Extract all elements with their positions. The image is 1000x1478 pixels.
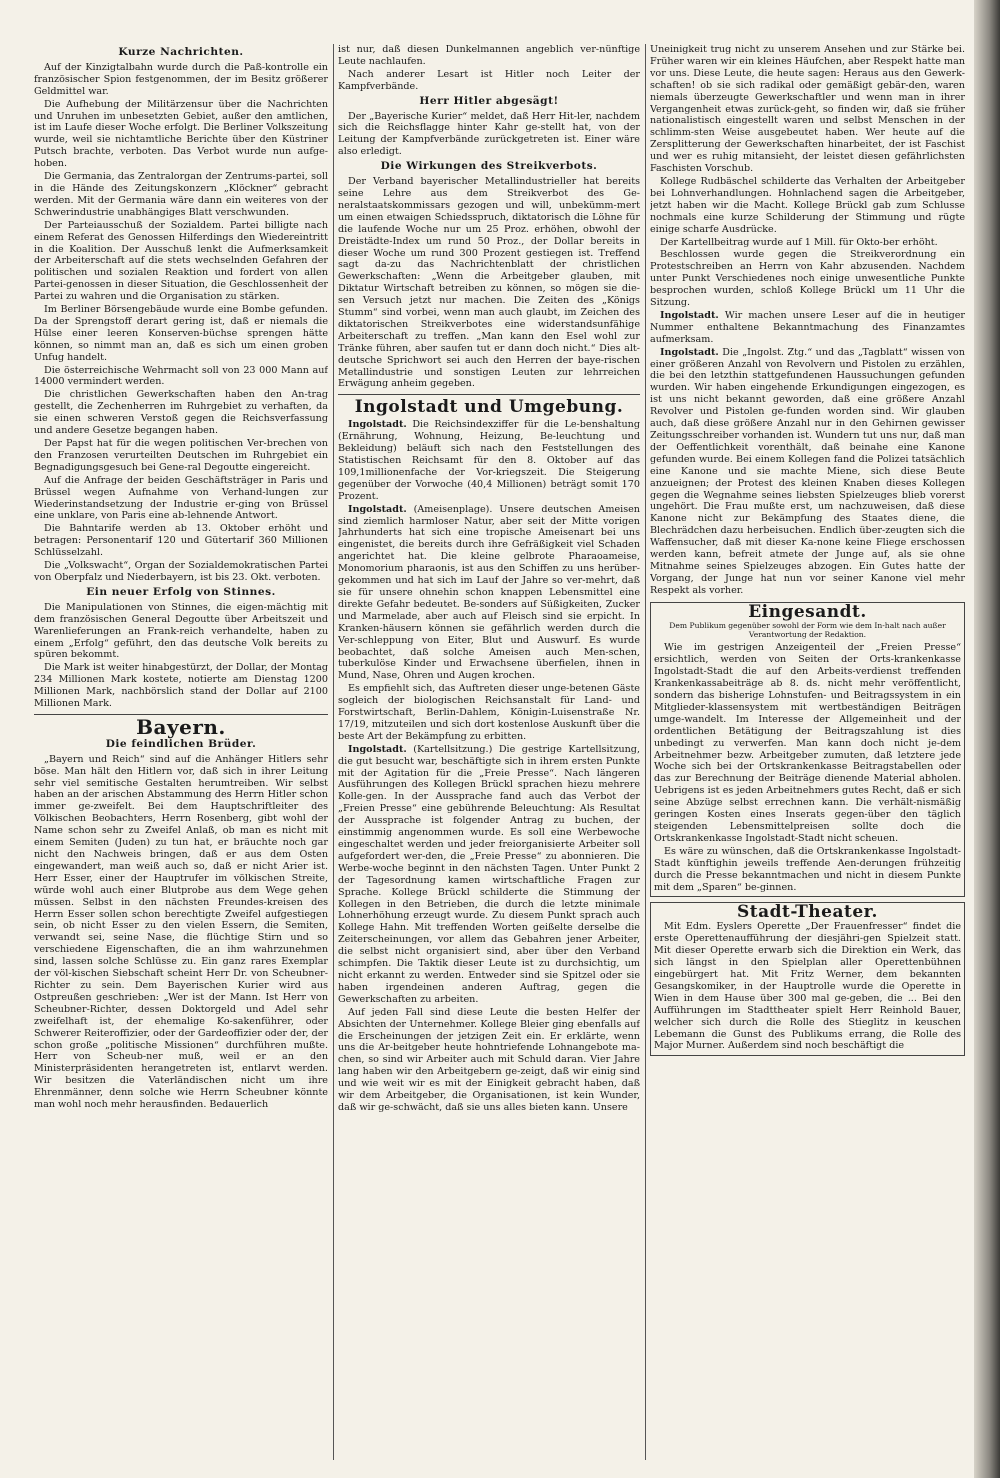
article-paragraph: Auf jeden Fall sind diese Leute die besten Helfer der Absichten der Unternehmer. Kollege Bleier ging ebenfalls auf die Erscheinungen der jetzigen Zeit ein. Er erklärte, wenn uns die Ar-beitgeber heute hohntriefende Lohnangebote ma-chen, so sind wir Arbeiter auch mit Schuld daran. Vier Jahre lang haben wir den Arbeitgebern ge-zeigt, daß wir einig sind und wie weit wir es mit der Einigkeit gebracht haben, daß wir dem Arbeitgeber, die Organisationen, ist kein Wunder, daß wir ge-schwächt, daß sie uns alles bieten kann. Unsere xyxy=(338,1006,640,1113)
article-paragraph: Die christlichen Gewerkschaften haben den An-trag gestellt, die Zechenherren im Ruhrgebiet zu verhaften, da sie einen schweren Verstoß gegen die Reichsverfassung und andere Gesetze begangen haben. xyxy=(34,389,328,437)
article-paragraph: Die Manipulationen von Stinnes, die eigen-mächtig mit dem französischen General Degoutte über Arbeitszeit und Warenlieferungen an Frank-reich verhandelte, haben zu einem „Erfolg“ geführt, den das deutsche Volk bereits zu spüren bekommt. xyxy=(34,601,328,661)
page-fold-shadow xyxy=(974,0,1000,1478)
column-right xyxy=(650,44,965,1460)
dateline: Ingolstadt. xyxy=(348,503,407,515)
article-paragraph: Im Berliner Börsengebäude wurde eine Bombe gefunden. Da der Sprengstoff derart gering ist, daß er niemals die Hülse einer leeren Konserven-büchse sprengen hätte können, so nimmt man an, daß es sich um einen groben Unfug handelt. xyxy=(34,304,328,363)
dateline: Ingolstadt. xyxy=(660,346,719,358)
article-paragraph: Auf der Kinzigtalbahn wurde durch die Paß-kontrolle ein französischer Spion festgenommen, der im Besitz größerer Geldmittel war. xyxy=(34,61,328,97)
article-text: Die Reichsindexziffer für die Le-benshaltung (Ernährung, Wohnung, Heizung, Be-leuchtung und Bekleidung) beläuft sich nach den Feststellungen des Statistischen Reichsamt für den 8. Oktober auf das 109,1millionenfache der Vor-kriegszeit. Die Steigerung gegenüber der Vorwoche (40,4 Millionen) beträgt somit 170 Prozent. xyxy=(338,419,640,502)
headline-stinnes: Ein neuer Erfolg von Stinnes. xyxy=(86,585,276,598)
article-paragraph xyxy=(338,419,640,502)
section-divider xyxy=(338,394,640,395)
article-paragraph: Kollege Rudbäschel schilderte das Verhalten der Arbeitgeber bei Lohnverhandlungen. Hohnlachend sagen die Arbeitgeber, jetzt haben wir die Macht. Kollege Brückl gab zum Schlusse nochmals eine kurze Schilderung der Stimmung und rügte einige scharfe Ausdrücke. xyxy=(650,175,965,235)
dateline: Ingolstadt. xyxy=(348,419,407,431)
article-paragraph xyxy=(650,310,965,346)
article-paragraph: Die Germania, das Zentralorgan der Zentrums-partei, soll in die Hände des Zeitungskonzern „Klöckner“ gebracht werden. Mit der Germania wäre dann ein weiteres von der Schwerindustrie unabhängiges Blatt verschwunden. xyxy=(34,171,328,218)
headline-feindliche-brueder: Die feindlichen Brüder. xyxy=(105,737,257,750)
article-paragraph: Die Mark ist weiter hinabgestürzt, der Dollar, der Montag 234 Millionen Mark kostete, notierte am Dienstag 1200 Millionen Mark, nachbörslich stand der Dollar auf 2100 Millionen Mark. xyxy=(34,662,328,710)
section-title-bayern: Bayern. xyxy=(136,714,226,739)
column-left xyxy=(34,44,328,1460)
headline-hitler-abgesaegt: Herr Hitler abgesägt! xyxy=(419,94,559,107)
article-text: (Kartellsitzung.) Die gestrige Kartellsitzung, die gut besucht war, beschäftigte sich in ihrem ersten Punkte mit der Agitation für die „Freie Presse“. Nach längeren Ausführungen des Kollegen Brückl sprachen hiezu mehrere Kolle-gen. In der Aussprache fand auch das Verbot der „Freien Presse“ eine gebührende Beleuchtung: Als Resultat der Aussprache ist folgender Antrag zu buchen, der einstimmig angenommen wurde. Es soll eine Werbewoche eingeschaltet werden und jeder freiorganisierte Arbeiter soll aufgefordert wer-den, die „Freie Presse“ zu abonnieren. Die Werbe-woche beginnt in den nächsten Tagen. Unter Punkt 2 der Tagesordnung kamen wirtschaftliche Fragen zur Sprache. Kollege Brückl schilderte die Stimmung der Kollegen in den Betrieben, die durch die letzte minimale Lohnerhöhung erzeugt wurde. Zu diesem Punkt sprach auch Kollege Hahn. Mit treffenden Worten geißelte derselbe die Zeiterscheinungen, vor allem das Gebahren jener Arbeiter, die selbst nicht organisiert sind, aber über den Verband schimpfen. Die Taktik dieser Leute ist zu durchsichtig, um nicht erkannt zu werden. Entweder sind sie Spitzel oder sie haben irgendeinen anderen Auftrag, gegen die Gewerkschaften zu arbeiten. xyxy=(338,743,640,1005)
article-paragraph: Der Verband bayerischer Metallindustrieller hat bereits seine Lehre aus dem Streikverbot des Ge-neralstaatskommissars gezogen und will, unbekümm-mert um einen etwaigen Schiedsspruch, diktatorisch die Löhne für die laufende Woche nur um 25 Proz. erhöhen, obwohl der Dreistädte-Index um rund 50 Proz., der Dollar bereits in dieser Woche um rund 300 Prozent gestiegen ist. Treffend sagt da-zu das Nachrichtenblatt der christlichen Gewerkschaften: „Wenn die Arbeitgeber glauben, mit Diktatur Wirtschaft betreiben zu können, so mögen sie die-sen Versuch jetzt nur machen. Die Zeiten des „Königs Stumm“ sind vorbei, wenn man auch glaubt, im Zeichen des diktatorischen Streikverbotes eine widerstandsunfähige Arbeiterschaft zu treffen. „Man kann den Esel wohl zur Tränke führen, aber saufen tut er dann doch nicht.“ Dies alt-deutsche Sprichwort sei auch den Herren der baye-rischen Metallindustrie und sonstigen Leuten zur lehrreichen Erwägung anheim gegeben. xyxy=(338,176,640,390)
article-paragraph: Die österreichische Wehrmacht soll von 23 000 Mann auf 14000 vermindert werden. xyxy=(34,364,328,388)
section-title-eingesandt: Eingesandt. xyxy=(748,601,867,622)
section-title-ingolstadt: Ingolstadt und Umgebung. xyxy=(354,397,624,418)
headline-kurze-nachrichten: Kurze Nachrichten. xyxy=(118,46,244,58)
dateline: Ingolstadt. xyxy=(660,309,719,321)
article-paragraph: Die Aufhebung der Militärzensur über die Nachrichten und Unruhen im unbesetzten Gebiet, außer den amtlichen, ist im Laufe dieser Woche erfolgt. Die Berliner Volkszeitung wurde, weil sie nichtamtliche Berichte über den Küstriner Putsch brachte, verboten. Das Verbot wurde nun aufge-hoben. xyxy=(34,98,328,170)
column-middle xyxy=(338,44,640,1460)
article-paragraph xyxy=(338,744,640,1006)
article-paragraph: Der „Bayerische Kurier“ meldet, daß Herr Hit-ler, nachdem sich die Reichsflagge hinter Kahr ge-stellt hat, von der Leitung der Kampfverbände zurückgetreten ist. Einer wäre also erledigt. xyxy=(338,110,640,158)
article-paragraph: ist nur, daß diesen Dunkelmannen angeblich ver-nünftige Leute nachlaufen. xyxy=(338,44,640,67)
eingesandt-box xyxy=(650,602,965,898)
article-text: Die „Ingolst. Ztg.“ und das „Tagblatt“ wissen von einer größeren Anzahl von Revolvern und Pistolen zu erzählen, die bei den letzthin stattgefundenen Haussuchungen gefunden wurden. Wir haben eingehende Erkundigungen eingezogen, es ist uns nicht bekannt geworden, daß eine größere Anzahl Revolver und Pistolen ge-funden worden sind. Wir glauben auch, daß diese größere Anzahl nur in den Gehirnen gewisser Zeitungsschreiber vorhanden ist. Wundern tut uns nur, daß man der Oeffentlichkeit vorenthält, daß beinahe eine Kanone gefunden wurde. Bei einem Kollegen fand die Polizei tatsächlich eine Kanone und sie machte Miene, sich diese Beute anzueignen; der Protest des kleinen Knaben dieses Kollegen gegen die Wegnahme seines liebsten Spielzeuges blieb vorerst ungehört. Die Frau mußte erst, um nachzuweisen, daß diese Kanone nicht zur Bekämpfung des Staates diene, die Blechrädchen dazu herbeisuchen. Endlich über-zeugten sich die Waffensucher, daß mit dieser Ka-none keine Fliege erschossen werden kann, befreit atmete der Junge auf, als sie ohne Mitnahme seines Spielzeuges abzogen. Ein Gutes hatte der Vorgang, der Junge hat nun vor seiner Kanone viel mehr Respekt als vorher. xyxy=(650,346,965,596)
article-paragraph xyxy=(338,504,640,683)
article-paragraph xyxy=(650,347,965,597)
section-title-stadt-theater: Stadt-Theater. xyxy=(737,902,878,923)
article-paragraph: Es empfiehlt sich, das Auftreten dieser unge-betenen Gäste sogleich der biologischen Reichsanstalt für Land- und Forstwirtschaft, Berlin-Dahlem, Königin-Luisenstraße Nr. 17/19, mitzuteilen und sich dort kostenlose Auskunft über die beste Art der Bekämpfung zu erbitten. xyxy=(338,683,640,742)
article-paragraph: „Bayern und Reich“ sind auf die Anhänger Hitlers sehr böse. Man hält den Hitlern vor, daß sich in ihrer Leitung sehr viel semitische Gestalten herumtreiben. Wir selbst haben an der arischen Abstammung des Herrn Hitler schon immer ge-zweifelt. Bei dem Hauptschriftleiter des Völkischen Beobachters, Herrn Rosenberg, gibt wohl der Name schon sehr zu Zweifel Anlaß, ob man es nicht mit einem Semiten (Juden) zu tun hat, er bräuchte noch gar nicht den Nachweis bringen, daß er aus dem Osten eingewandert, man weiß auch so, daß er nicht Arier ist. Herr Esser, einer der Hauptrufer im völkischen Streite, würde wohl auch einer Blutprobe aus dem Wege gehen müssen. Selbst in den nächsten Freundes-kreisen des Herrn Esser sollen schon berechtigte Zweifel aufgestiegen sein, ob nicht Esser zu den vielen Essern, die Semiten, verwandt sei, seine Nase, die flüchtige Stirn und so verschiedene Eigenschaften, die an ihm wahrzunehmen sind, lassen solche Schlüsse zu. Ein ganz rares Exemplar der völ-kischen Siebschaft scheint Herr Dr. von Scheubner-Richter zu sein. Dem Bayerischen Kurier wird aus Ostpreußen geschrieben: „Wer ist der Mann. Ist Herr von Scheubner-Richter, dessen Doktorgeld und Adel sehr zweifelhaft ist, der ehemalige Ko-sakenführer, oder Schwerer Reiteroffizier, oder der Gardeoffizier oder der, der schon große „politische Missionen“ durchführen mußte. Herr von Scheub-ner muß, weil er an den Ministerpräsidenten herangetreten ist, entlarvt werden. Wir besitzen die Vaterländischen nicht um ihre Ehrenmänner, denn solche wie Herrn Scheubner könnte man wohl noch mehr herausfinden. Bedauerlich xyxy=(34,753,328,1111)
editorial-note: Dem Publikum gegenüber sowohl der Form wie dem In-halt nach außer Verantwortung der Redaktion. xyxy=(669,620,946,639)
article-paragraph: Die „Volkswacht“, Organ der Sozialdemokratischen Partei von Oberpfalz und Niederbayern, ist bis 23. Okt. verboten. xyxy=(34,560,328,583)
article-paragraph: Wie im gestrigen Anzeigenteil der „Freien Presse“ ersichtlich, werden von Seiten der Orts-krankenkasse Ingolstadt-Stadt die auf den Arbeits-verdienst treffenden Krankenkassabeiträge ab 8. ds. nicht mehr veröffentlicht, sondern das bisherige Lohnstufen- und Beitragssystem in ein Mitglieder-klassensystem mit wertbeständigen Beiträgen umge-wandelt. Im Interesse der Allgemeinheit und der ordentlichen Betätigung der Beitragszahlung ist dies unbedingt zu verwerfen. Man kann doch nicht je-dem Arbeitnehmer bezw. Arbeitgeber zumuten, daß letztere jede Woche sich bei der Ortskrankenkasse Beitragstabellen oder das zur Berechnung der Beiträge dienende Material abholen. Uebrigens ist es jeden Arbeitnehmers gutes Recht, daß er sich seine Abzüge selbst errechnen kann. Die verhält-nismäßig geringen Kosten eines Inserats gegen-über den täglich steigenden Lebensmittelpreisen sollte doch die Ortskrankenkasse Ingolstadt-Stadt nicht scheuen. xyxy=(654,642,961,844)
article-paragraph: Der Parteiausschuß der Sozialdem. Partei billigte nach einem Referat des Genossen Hilferdings den Wiedereintritt in die Koalition. Der Ausschuß lenkt die Aufmerksamkeit der Arbeiterschaft auf die stets wechselnden Gefahren der politischen und sozialen Reaktion und fordert von allen Partei-genossen in dieser Situation, die Geschlossenheit der Partei zu wahren und die Organisation zu stärken. xyxy=(34,219,328,303)
article-paragraph: Nach anderer Lesart ist Hitler noch Leiter der Kampfverbände. xyxy=(338,68,640,92)
article-paragraph: Beschlossen wurde gegen die Streikverordnung ein Protestschreiben an Herrn von Kahr abzusenden. Nachdem unter Punkt Verschiedenes noch einige unwesentliche Punkte besprochen wurden, schloß Kollege Brückl um 11 Uhr die Sitzung. xyxy=(650,249,965,309)
article-paragraph: Auf die Anfrage der beiden Geschäftsträger in Paris und Brüssel wegen Aufnahme von Verhand-lungen zur Wiederinstandsetzung der Industrie er-ging von Brüssel eine unklare, von Paris eine ab-lehnende Antwort. xyxy=(34,474,328,522)
article-text: (Ameisenplage). Unsere deutschen Ameisen sind ziemlich harmloser Natur, aber seit der Mitte vorigen Jahrhunderts hat sich eine tropische Ameisenart bei uns eingenistet, die bereits durch ihre Gefräßigkeit viel Schaden angerichtet hat. Die kleine gelbrote Pharaoameise, Monomorium pharaonis, ist aus den Schiffen zu uns herüber-gekommen und hat sich im Lauf der Jahre so ver-mehrt, daß sie für unsere ohnehin schon knappen Lebensmittel eine direkte Gefahr bedeutet. Be-sonders auf Süßigkeiten, Zucker und Marmelade, aber auch auf Fleisch sind sie erpicht. In Kranken-häusern können sie gefährlich werden durch die Ver-schleppung von Eiter, Blut und Auswurf. Es wurde beobachtet, daß solche Ameisen auch Men-schen, tuberkulöse Kinder und Erwachsene überfielen, ihnen in Mund, Nase, Ohren und Augen krochen. xyxy=(338,503,640,682)
article-paragraph: Es wäre zu wünschen, daß die Ortskrankenkasse Ingolstadt-Stadt künftighin jeweils treffende Aen-derungen frühzeitig durch die Presse bekanntmachen und nicht in diesem Punkte mit dem „Sparen“ be-ginnen. xyxy=(654,845,961,893)
column-rule xyxy=(645,44,646,1460)
article-paragraph: Die Bahntarife werden ab 13. Oktober erhöht und betragen: Personentarif 120 und Gütertarif 360 Millionen Schlüsselzahl. xyxy=(34,523,328,559)
column-rule xyxy=(333,44,334,1460)
article-paragraph: Der Kartellbeitrag wurde auf 1 Mill. für Okto-ber erhöht. xyxy=(660,236,938,248)
article-text: Wir machen unsere Leser auf die in heutiger Nummer enthaltene Bekanntmachung des Finanzamtes aufmerksam. xyxy=(650,309,965,345)
dateline: Ingolstadt. xyxy=(348,743,407,755)
article-paragraph: Uneinigkeit trug nicht zu unserem Ansehen und zur Stärke bei. Früher waren wir ein kleines Häufchen, aber Respekt hatte man vor uns. Diese Leute, die heute sagen: Heraus aus den Gewerk-schaften! ob sie sich radikal oder gemäßigt gebär-den, waren niemals überzeugte Gewerkschaftler und wenn man in ihrer Vergangenheit etwas zurück-geht, so finden wir, daß sie früher nationalistisch eingestellt waren und selbst Menschen in der schlimm-sten Weise ausgebeutet haben. Wer heute auf die Zersplitterung der Gewerkschaften hinarbeitet, der ist Faschist und wer es ruhig mitansieht, der leistet diesen gefährlichsten Faschisten Vorschub. xyxy=(650,44,965,175)
theater-box xyxy=(650,902,965,1056)
article-paragraph: Der Papst hat für die wegen politischen Ver-brechen von den Franzosen verurteilten Deutschen im Ruhrgebiet ein Begnadigungsgesuch bei Gene-ral Degoutte eingereicht. xyxy=(34,438,328,473)
headline-streikverbot: Die Wirkungen des Streikverbots. xyxy=(380,160,598,173)
article-paragraph: Mit Edm. Eyslers Operette „Der Frauenfresser“ findet die erste Operettenaufführung der diesjähri-gen Spielzeit statt. Mit dieser Operette erwarb sich die Direktion ein Werk, das sich längst in den Spielplan aller Operettenbühnen eingebürgert hat. Mit Fritz Werner, dem bekannten Gesangskomiker, in der Hauptrolle wurde die Operette in Wien in dem Hause über 300 mal ge-geben, die ... Bei den Aufführungen im Stadttheater spielt Herr Reinhold Bauer, welcher sich durch die Rolle des Stieglitz in keuschen Lebemann die Gunst des Publikums errang, die Rolle des Major Murner. Außerdem sind noch beschäftigt die xyxy=(654,921,961,1052)
